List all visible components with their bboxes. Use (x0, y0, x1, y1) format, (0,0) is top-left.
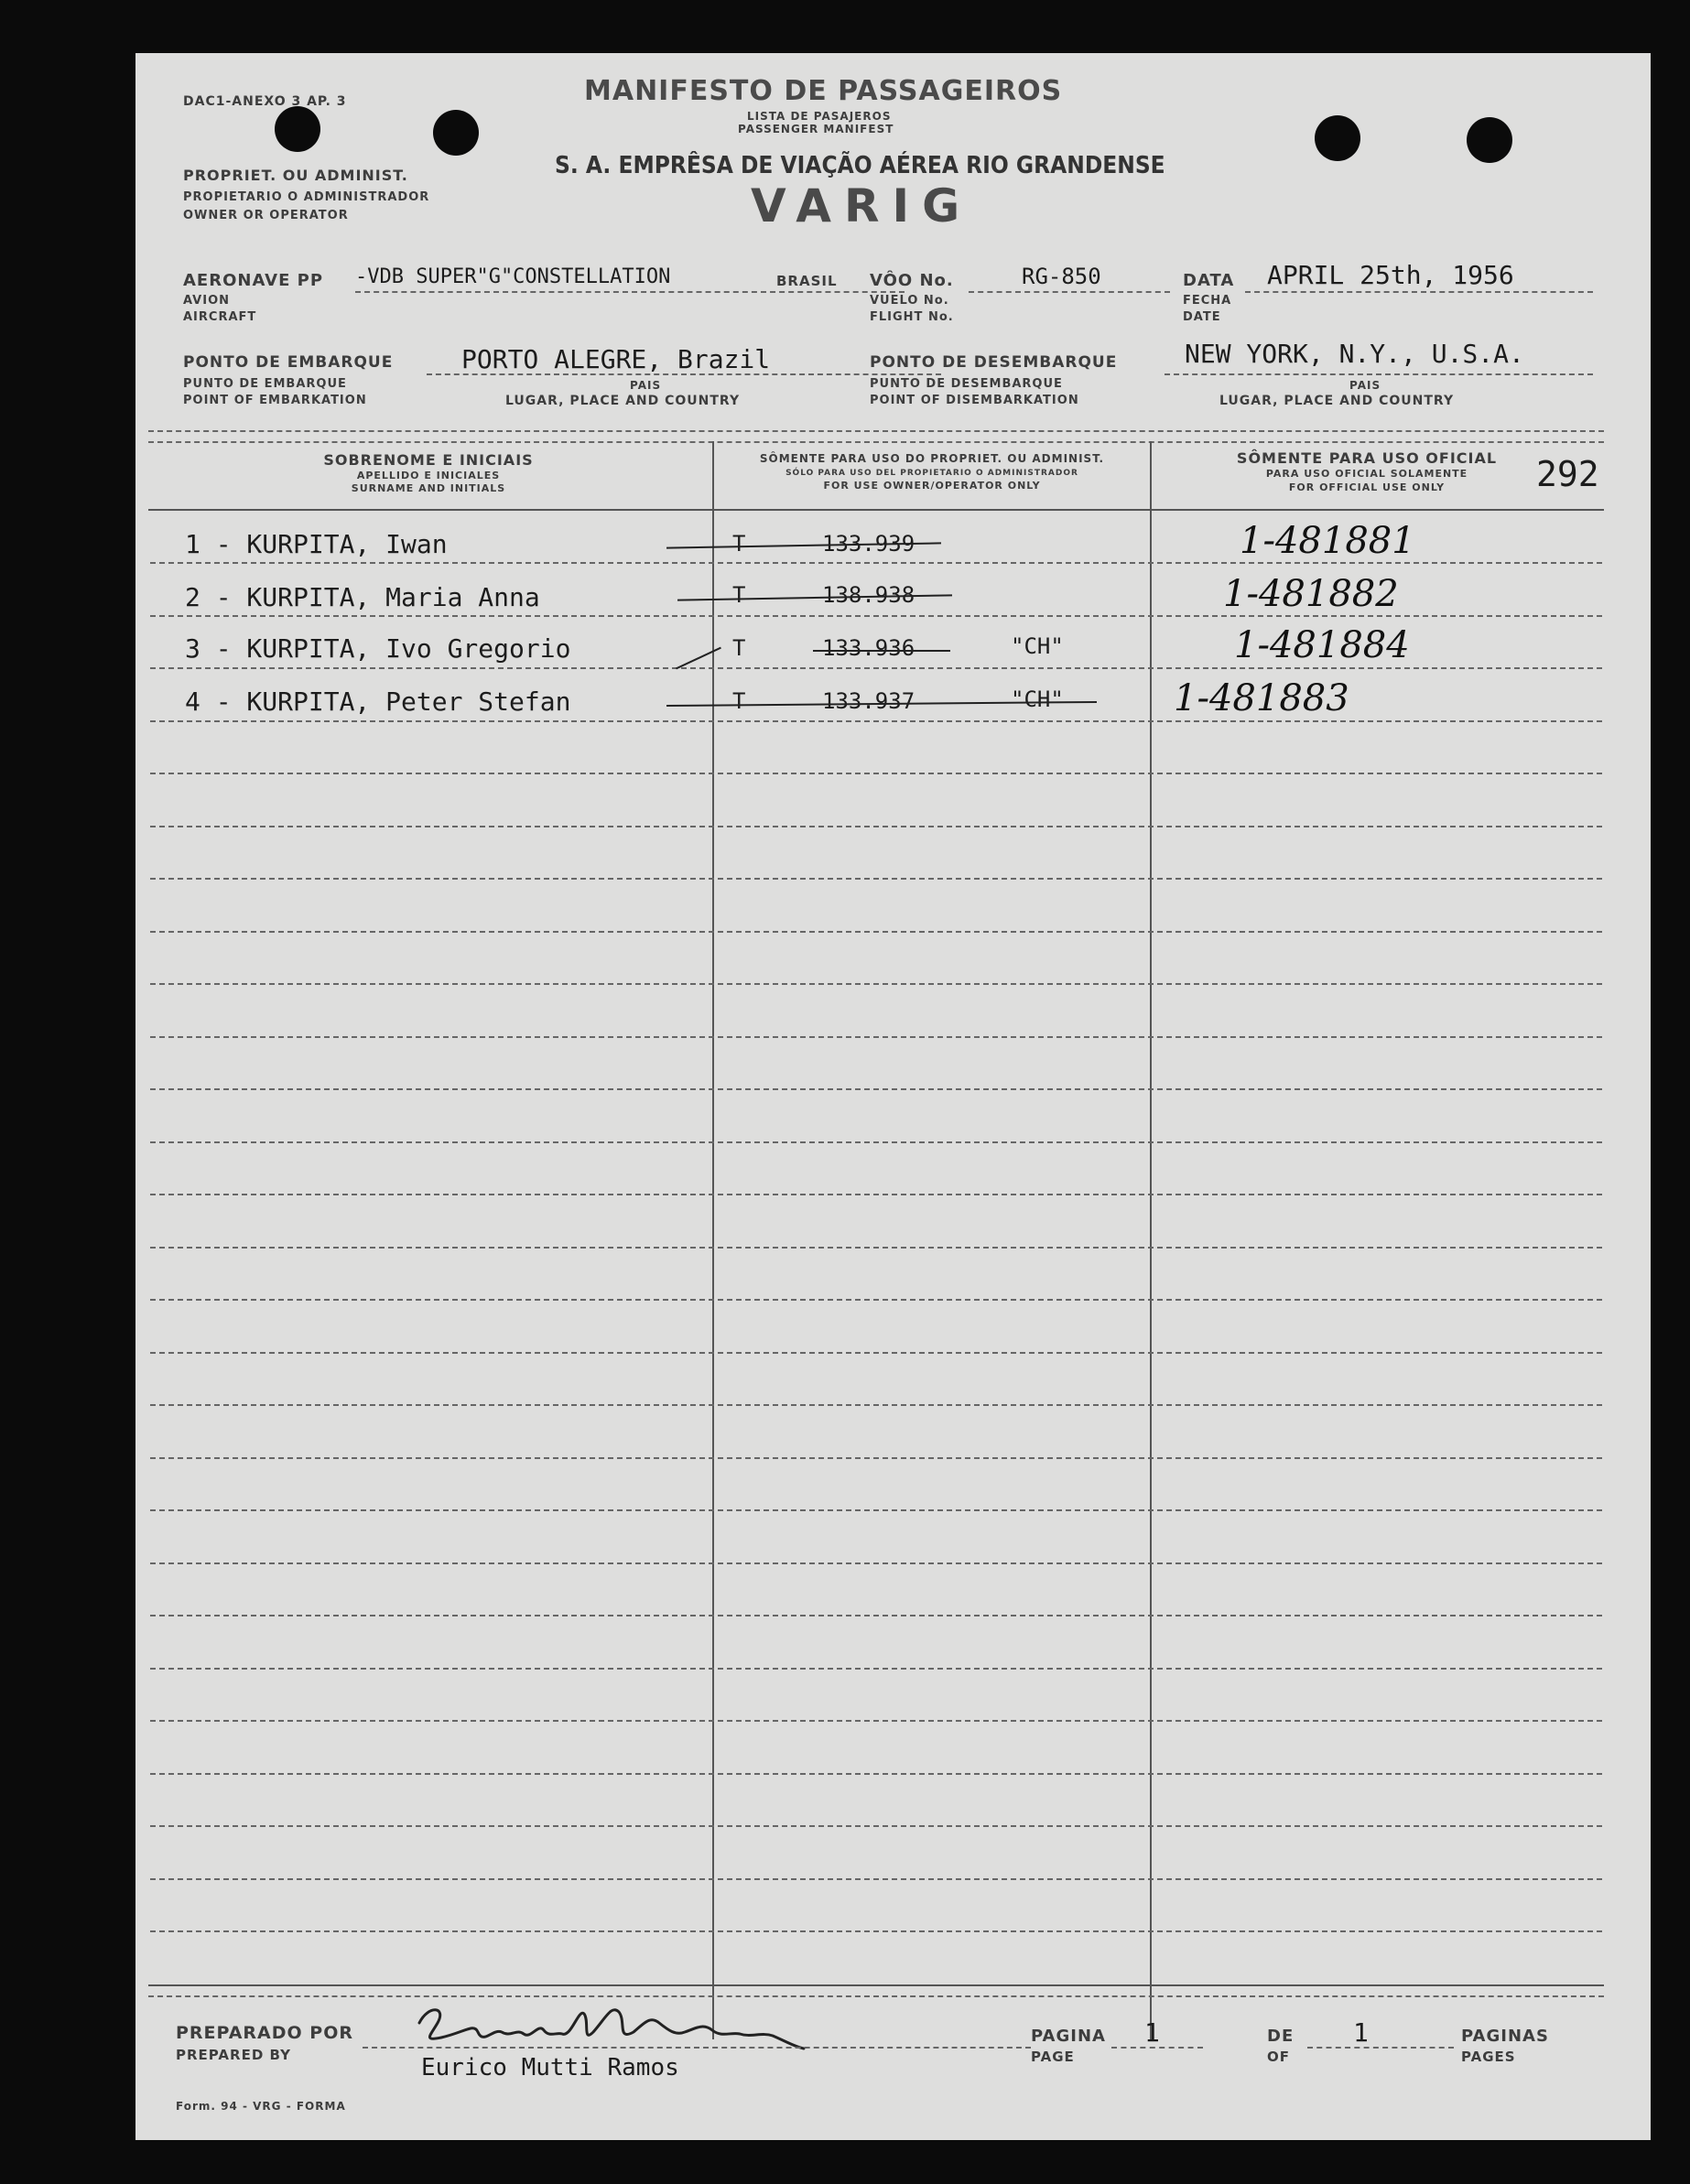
date-label-es: FECHA (1183, 294, 1232, 308)
ruled-row-line (150, 1194, 1602, 1195)
aircraft-label-en: AIRCRAFT (183, 310, 257, 324)
table-top-rule-2 (148, 441, 1604, 443)
ruled-row-line (150, 1457, 1602, 1459)
ruled-row-line (150, 1352, 1602, 1354)
embark-place-label: LUGAR, PLACE AND COUNTRY (505, 394, 741, 408)
company-name: S. A. EMPRÊSA DE VIAÇÃO AÉREA RIO GRANDENSE (555, 152, 1165, 179)
table-top-rule (148, 430, 1604, 432)
col3-header-en: FOR OFFICIAL USE ONLY (1288, 481, 1446, 493)
prepared-label: PREPARADO POR (176, 2023, 354, 2043)
embark-pais-label: PAIS (630, 379, 662, 392)
ruled-row-line (150, 1720, 1602, 1722)
brasil-label: BRASIL (776, 273, 838, 289)
proprietor-label-es: PROPIETARIO O ADMINISTRADOR (183, 190, 430, 204)
official-number: 1-481882 (1223, 573, 1399, 615)
page-value: 1 (1144, 2017, 1160, 2048)
strike-line (813, 650, 950, 652)
official-number: 1-481884 (1234, 624, 1410, 666)
proprietor-label-en: OWNER OR OPERATOR (183, 209, 349, 222)
col1-header-en: SURNAME AND INITIALS (351, 482, 506, 494)
page-label-en: PAGE (1031, 2049, 1075, 2065)
ruled-row-line (150, 720, 1602, 722)
ruled-row-line (150, 1299, 1602, 1301)
manifest-sheet (135, 53, 1651, 2140)
col3-header: SÔMENTE PARA USO OFICIAL (1236, 449, 1498, 467)
official-number: 1-481883 (1174, 677, 1349, 719)
of-label-en: OF (1267, 2049, 1290, 2065)
passenger-name: 4 - KURPITA, Peter Stefan (185, 687, 571, 717)
ticket-note: "CH" (1011, 633, 1064, 659)
of-underline (1307, 2047, 1454, 2049)
punch-hole (1467, 117, 1512, 163)
form-number: Form. 94 - VRG - FORMA (176, 2100, 346, 2113)
passenger-name: 3 - KURPITA, Ivo Gregorio (185, 633, 571, 664)
embark-value: PORTO ALEGRE, Brazil (461, 344, 771, 374)
of-label: DE (1267, 2027, 1295, 2046)
ruled-row-line (150, 1404, 1602, 1406)
disembark-label-en: POINT OF DISEMBARKATION (870, 394, 1079, 407)
punch-hole (433, 110, 479, 156)
disembark-value: NEW YORK, N.Y., U.S.A. (1185, 339, 1524, 369)
embark-label-es: PUNTO DE EMBARQUE (183, 377, 347, 391)
ruled-row-line (150, 878, 1602, 880)
of-value: 1 (1353, 2017, 1369, 2048)
aircraft-value: -VDB SUPER"G"CONSTELLATION (355, 265, 671, 288)
prepared-underline (363, 2047, 1031, 2049)
col1-header: SOBRENOME E INICIAIS (323, 451, 534, 469)
passenger-name: 2 - KURPITA, Maria Anna (185, 582, 540, 612)
ruled-row-line (150, 773, 1602, 774)
pages-label: PAGINAS (1461, 2027, 1549, 2046)
form-code: DAC1-ANEXO 3 AP. 3 (183, 94, 347, 109)
table-bottom-rule-2 (148, 1995, 1604, 1997)
ruled-row-line (150, 667, 1602, 669)
ruled-row-line (150, 1088, 1602, 1090)
col2-header-en: FOR USE OWNER/OPERATOR ONLY (823, 480, 1041, 492)
date-label-en: DATE (1183, 310, 1221, 324)
ruled-row-line (150, 1247, 1602, 1249)
flight-no-underline (969, 291, 1170, 293)
ruled-row-line (150, 983, 1602, 985)
brand-name: VARIG (751, 179, 973, 232)
column-divider (712, 441, 714, 2039)
ticket-code: T (732, 582, 746, 608)
ticket-number: 133.936 (822, 635, 915, 661)
punch-hole (1315, 115, 1360, 161)
col1-header-es: APELLIDO E INICIALES (356, 470, 501, 481)
header-bottom-rule (148, 509, 1604, 511)
col2-header: SÔMENTE PARA USO DO PROPRIET. OU ADMINIST. (759, 452, 1105, 465)
ruled-row-line (150, 1773, 1602, 1775)
table-bottom-rule (148, 1984, 1604, 1986)
ruled-row-line (150, 1615, 1602, 1616)
embark-underline (427, 373, 941, 375)
manifest-title: MANIFESTO DE PASSAGEIROS (584, 75, 1063, 107)
ruled-row-line (150, 1036, 1602, 1038)
ruled-row-line (150, 1825, 1602, 1827)
embark-label: PONTO DE EMBARQUE (183, 353, 394, 372)
punch-hole (275, 106, 320, 152)
flight-no-label-es: VUELO No. (870, 294, 949, 308)
disembark-place-label: LUGAR, PLACE AND COUNTRY (1219, 394, 1455, 408)
manifest-subtitle-en: PASSENGER MANIFEST (738, 123, 894, 135)
ruled-row-line (150, 1668, 1602, 1670)
disembark-underline (1165, 373, 1593, 375)
date-value: APRIL 25th, 1956 (1267, 260, 1514, 290)
proprietor-label: PROPRIET. OU ADMINIST. (183, 167, 408, 184)
official-number: 1-481881 (1240, 520, 1415, 562)
ticket-code: T (732, 688, 746, 714)
manifest-subtitle-es: LISTA DE PASAJEROS (747, 110, 892, 123)
preparer-name: Eurico Mutti Ramos (421, 2054, 679, 2081)
ruled-row-line (150, 1509, 1602, 1511)
strike-line (676, 647, 721, 670)
stamp-number: 292 (1536, 454, 1599, 494)
passenger-name: 1 - KURPITA, Iwan (185, 529, 448, 559)
date-underline (1245, 291, 1593, 293)
ticket-note: "CH" (1011, 687, 1064, 712)
flight-no-value: RG-850 (1022, 264, 1101, 289)
ruled-row-line (150, 1930, 1602, 1932)
disembark-label-es: PUNTO DE DESEMBARQUE (870, 377, 1063, 391)
aircraft-label: AERONAVE PP (183, 271, 324, 290)
page-label: PAGINA (1031, 2027, 1106, 2046)
embark-label-en: POINT OF EMBARKATION (183, 394, 367, 407)
pages-label-en: PAGES (1461, 2049, 1516, 2065)
ticket-number: 133.939 (822, 531, 915, 557)
ruled-row-line (150, 826, 1602, 827)
aircraft-label-es: AVION (183, 294, 231, 308)
ticket-number: 133.937 (822, 688, 915, 714)
ticket-code: T (732, 531, 746, 557)
flight-no-label: VÔO No. (870, 271, 954, 290)
prepared-label-en: PREPARED BY (176, 2047, 291, 2063)
flight-no-label-en: FLIGHT No. (870, 310, 954, 324)
ruled-row-line (150, 1141, 1602, 1143)
aircraft-underline (355, 291, 905, 293)
date-label: DATA (1183, 271, 1235, 290)
ruled-row-line (150, 1562, 1602, 1564)
disembark-label: PONTO DE DESEMBARQUE (870, 353, 1118, 372)
ruled-row-line (150, 931, 1602, 933)
col3-header-es: PARA USO OFICIAL SOLAMENTE (1265, 468, 1468, 480)
column-divider (1150, 441, 1152, 2039)
disembark-pais-label: PAIS (1349, 379, 1381, 392)
ticket-code: T (732, 635, 746, 661)
ruled-row-line (150, 1878, 1602, 1880)
ticket-number: 138.938 (822, 582, 915, 608)
col2-header-es: SÓLO PARA USO DEL PROPIETARIO O ADMINISTRADOR (785, 469, 1078, 478)
page-underline (1111, 2047, 1203, 2049)
ruled-row-line (150, 562, 1602, 564)
